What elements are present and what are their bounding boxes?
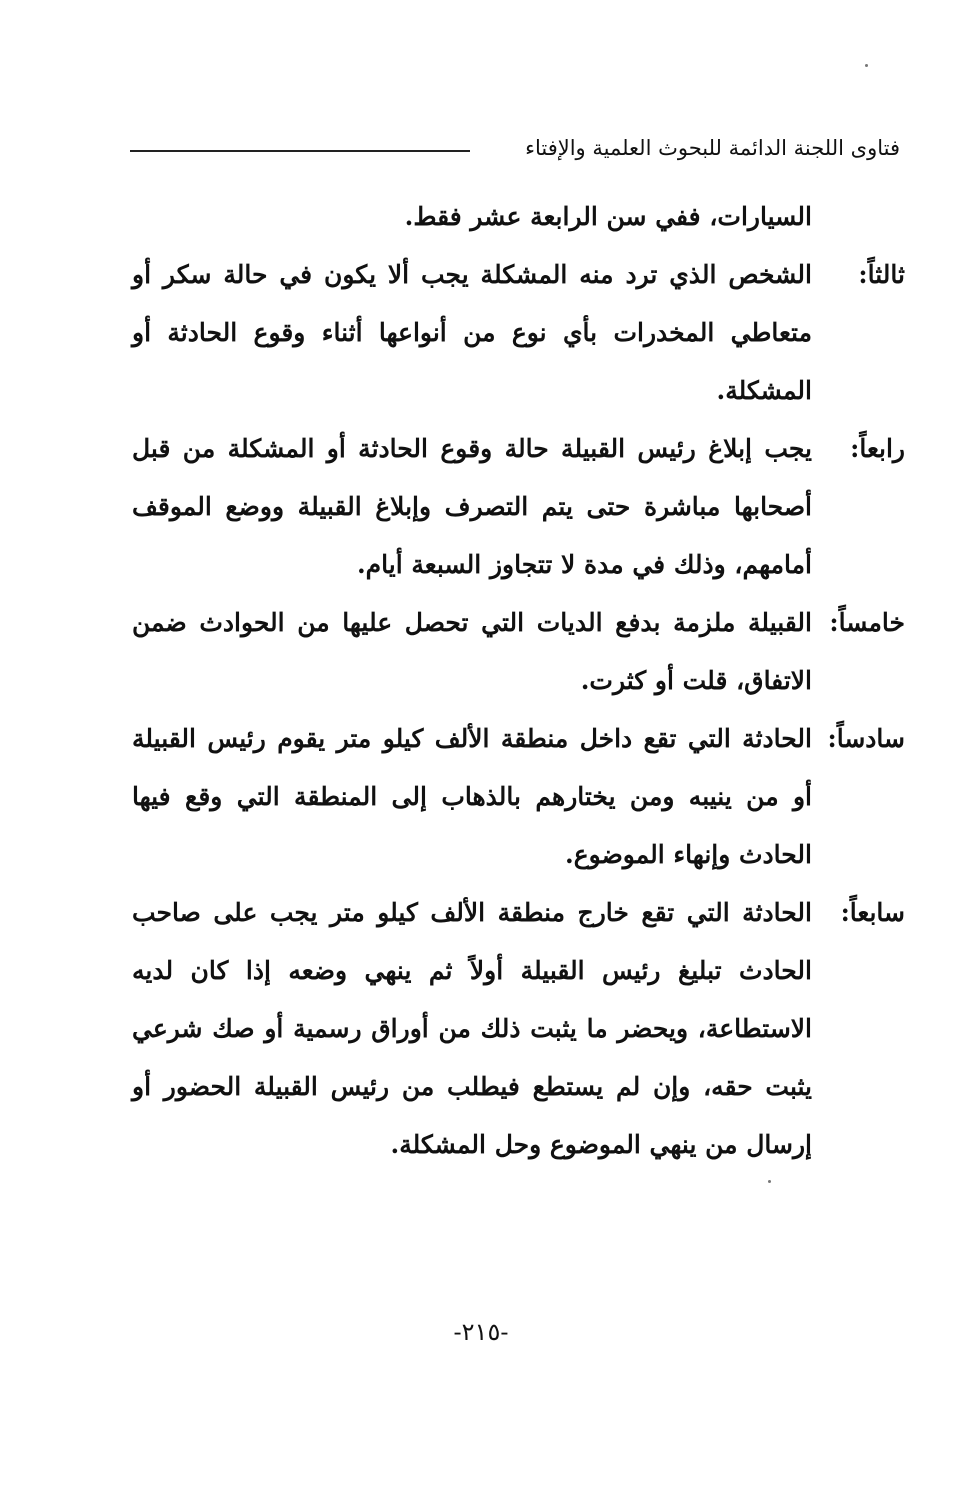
header-rule (130, 150, 470, 152)
scan-speck (865, 64, 868, 67)
item-text: القبيلة ملزمة بدفع الديات التي تحصل عليها من الحوادث ضمن الاتفاق، قلت أو كثرت. (132, 608, 812, 695)
running-header (130, 128, 900, 168)
list-item (132, 884, 905, 1174)
scan-speck (768, 1180, 771, 1183)
header-title: فتاوى اللجنة الدائمة للبحوث العلمية والإفتاء (525, 136, 900, 160)
item-text: الحادثة التي تقع خارج منطقة الألف كيلو متر يجب على صاحب الحادث تبليغ رئيس القبيلة أولاً ثم ينهي وضعه إذا كان لديه الاستطاعة، ويحضر ما يثبت ذلك من أوراق رسمية أو صك شرعي يثبت حقه، وإن لم يستطع فيطلب من رئيس القبيلة الحضور أو إرسال من ينهي الموضوع وحل المشكلة. (132, 898, 812, 1159)
body-text (132, 188, 905, 1174)
item-label: سابعاً: (840, 898, 905, 927)
item-text: الحادثة التي تقع داخل منطقة الألف كيلو متر يقوم رئيس القبيلة أو من ينيبه ومن يختارهم بالذهاب إلى المنطقة التي وقع فيها الحادث وإنهاء الموضوع. (132, 724, 812, 869)
item-text: يجب إبلاغ رئيس القبيلة حالة وقوع الحادثة أو المشكلة من قبل أصحابها مباشرة حتى يتم التصرف وإبلاغ القبيلة ووضع الموقف أمامهم، وذلك في مدة لا تتجاوز السبعة أيام. (132, 434, 812, 579)
item-label: ثالثاً: (858, 260, 905, 289)
item-label: خامساً: (829, 608, 905, 637)
list-item (132, 710, 905, 884)
continuation-line: السيارات، ففي سن الرابعة عشر فقط. (404, 202, 812, 231)
page-number: -٢١٥- (453, 1318, 509, 1346)
item-label: سادساً: (827, 724, 905, 753)
list-item (132, 594, 905, 710)
list-item (132, 246, 905, 420)
list-item (132, 420, 905, 594)
item-label: رابعاً: (850, 434, 905, 463)
item-text: الشخص الذي ترد منه المشكلة يجب ألا يكون في حالة سكر أو متعاطي المخدرات بأي نوع من أنواعها أثناء وقوع الحادثة أو المشكلة. (132, 260, 812, 405)
